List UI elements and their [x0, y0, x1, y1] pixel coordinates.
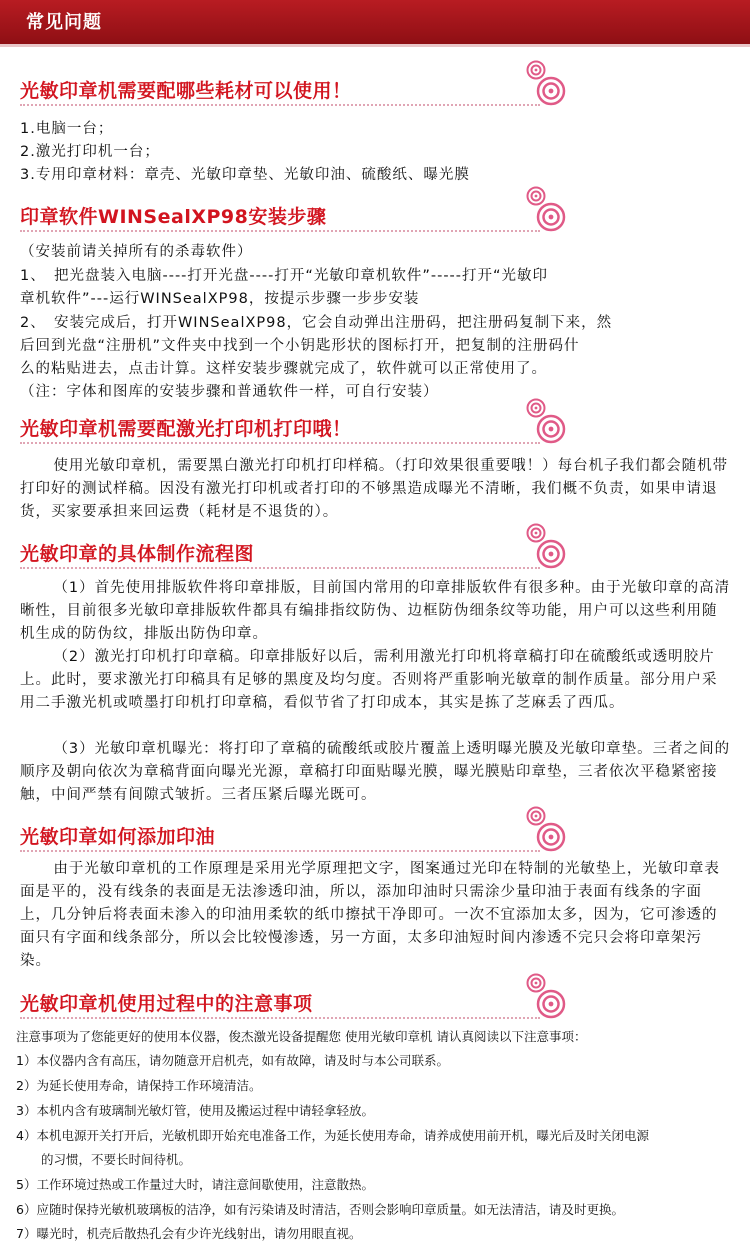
circles-decoration-icon	[526, 971, 566, 1021]
list-item: 么的粘贴进去，点击计算。这样安装步骤就完成了，软件就可以正常使用了。	[20, 361, 547, 377]
section-title: 光敏印章机使用过程中的注意事项	[20, 993, 313, 1015]
section-title: 印章软件WINSealXP98安装步骤	[20, 206, 327, 228]
list-item: 注意事项为了您能更好的使用本仪器，俊杰激光设备提醒您 使用光敏印章机 请认真阅读以下注意事项：	[16, 1029, 587, 1044]
circles-decoration-icon	[526, 58, 566, 108]
list-item: 2.激光打印机一台；	[20, 144, 160, 160]
circles-decoration-icon	[526, 184, 566, 234]
section-heading-precautions	[20, 985, 580, 1025]
page-title: 常见问题	[26, 12, 102, 33]
list-item: 7）曝光时，机壳后散热孔会有少许光线射出，请勿用眼直视。	[16, 1226, 362, 1241]
paragraph: （3）光敏印章机曝光：将打印了章稿的硫酸纸或胶片覆盖上透明曝光膜及光敏印章垫。三者之间的顺序及朝向依次为章稿背面向曝光光源，章稿打印面贴曝光膜，曝光膜贴印章垫，三者依次平稳紧密接触，中间严禁有间隙式皱折。三者压紧后曝光既可。	[20, 741, 731, 803]
circles-decoration-icon	[526, 521, 566, 571]
section-heading-install	[20, 198, 580, 238]
section-title: 光敏印章如何添加印油	[20, 826, 216, 848]
section-title: 光敏印章机需要配哪些耗材可以使用！	[20, 80, 352, 102]
paragraph: 使用光敏印章机，需要黑白激光打印机打印样稿。（打印效果很重要哦！）每台机子我们都会随机带打印好的测试样稿。因没有激光打印机或者打印的不够黑造成曝光不清晰，我们概不负责，如果申请退货，买家要承担来回运费（耗材是不退货的）。	[20, 458, 729, 520]
list-item: 1）本仪器内含有高压，请勿随意开启机壳，如有故障，请及时与本公司联系。	[16, 1053, 449, 1068]
section-heading-ink	[20, 818, 580, 858]
list-item: 2）为延长使用寿命，请保持工作环境清洁。	[16, 1078, 262, 1093]
dotted-divider	[20, 442, 540, 444]
dotted-divider	[20, 230, 540, 232]
list-item: 5）工作环境过热或工作量过大时，请注意间歇使用，注意散热。	[16, 1177, 374, 1192]
list-item: 2、 安装完成后，打开WINSealXP98，它会自动弹出注册码，把注册码复制下来，然	[20, 315, 613, 331]
header-banner	[0, 0, 750, 44]
section-title: 光敏印章的具体制作流程图	[20, 543, 255, 565]
list-item: 3）本机内含有玻璃制光敏灯管，使用及搬运过程中请轻拿轻放。	[16, 1103, 374, 1118]
list-item: 的习惯，不要长时间待机。	[16, 1152, 192, 1167]
header-divider	[0, 44, 750, 47]
paragraph: （1）首先使用排版软件将印章排版，目前国内常用的印章排版软件有很多种。由于光敏印章的高清晰性，目前很多光敏印章排版软件都具有编排指纹防伪、边框防伪细条纹等功能，用户可以这些利用随机生成的防伪纹，排版出防伪印章。	[20, 580, 731, 642]
section-heading-process	[20, 535, 580, 575]
list-item: 6）应随时保持光敏机玻璃板的洁净，如有污染请及时清洁，否则会影响印章质量。如无法清洁，请及时更换。	[16, 1202, 624, 1217]
section-title: 光敏印章机需要配激光打印机打印哦！	[20, 418, 352, 440]
paragraph: （2）激光打印机打印章稿。印章排版好以后，需利用激光打印机将章稿打印在硫酸纸或透明胶片上。此时，要求激光打印稿具有足够的黑度及均匀度。否则将严重影响光敏章的制作质量。部分用户采用二手激光机或喷墨打印机打印章稿，看似节省了打印成本，其实是拣了芝麻丢了西瓜。	[20, 649, 718, 711]
dotted-divider	[20, 104, 540, 106]
dotted-divider	[20, 850, 540, 852]
list-item: 1.电脑一台；	[20, 121, 114, 137]
list-item: 3.专用印章材料：章壳、光敏印章垫、光敏印油、硫酸纸、曝光膜	[20, 167, 470, 183]
list-item: 1、 把光盘装入电脑----打开光盘----打开“光敏印章机软件”-----打开“光敏印	[20, 268, 549, 284]
list-item: 4）本机电源开关打开后，光敏机即开始充电准备工作，为延长使用寿命，请养成使用前开机，曝光后及时关闭电源	[16, 1128, 649, 1143]
paragraph: 由于光敏印章机的工作原理是采用光学原理把文字，图案通过光印在特制的光敏垫上，光敏印章表面是平的，没有线条的表面是无法渗透印油，所以，添加印油时只需涂少量印油于表面有线条的字面上，几分钟后将表面未渗入的印油用柔软的纸巾擦拭干净即可。一次不宜添加太多，因为，它可渗透的面只有字面和线条部分，所以会比较慢渗透，另一方面，太多印油短时间内渗透不完只会将印章架污染。	[20, 861, 720, 969]
dotted-divider	[20, 567, 540, 569]
list-item: 章机软件”---运行WINSealXP98，按提示步骤一步步安装	[20, 291, 420, 307]
circles-decoration-icon	[526, 804, 566, 854]
list-item: （注：字体和图库的安装步骤和普通软件一样，可自行安装）	[20, 384, 439, 400]
section-heading-consumables	[20, 72, 580, 112]
list-item: （安装前请关掉所有的杀毒软件）	[20, 244, 253, 260]
section-heading-printer	[20, 410, 580, 450]
list-item: 后回到光盘“注册机”文件夹中找到一个小钥匙形状的图标打开，把复制的注册码什	[20, 338, 580, 354]
circles-decoration-icon	[526, 396, 566, 446]
dotted-divider	[20, 1017, 540, 1019]
